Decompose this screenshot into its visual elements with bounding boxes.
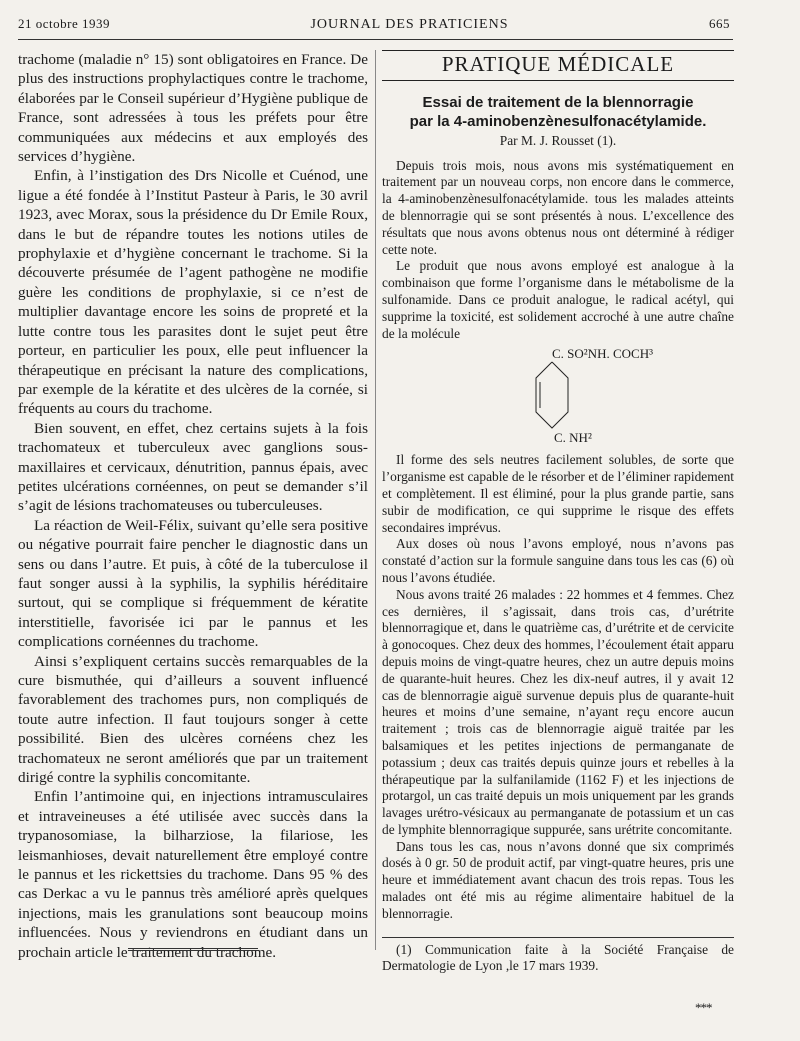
article-title-line-1: Essai de traitement de la blennorragie — [422, 93, 694, 111]
benzene-ring-diagram — [532, 360, 572, 430]
left-paragraph: Enfin, à l’instigation des Drs Nicolle et Cuénod, une ligue a été fondée à l’Institut Pasteur à Paris, le 30 avril 1923, avec Morax, sous la présidence du Dr Emile Roux, dans le but de répandre toutes les notions utiles de prophylaxie et d’hygiène concernant le trachome. Si la découverte présumée de l’agent pathogène ne modifie guère les conditions de prophylaxie, si ce n’est de multiplier davantage encore les soins de propreté et la lutte contre tous les parasites dont le sujet peut être porteur, en particulier les poux, elle peut influencer la thérapeutique en précisant la nature des complications, par exemple de la kératite et des ulcères de la cornée, si fréquents au cours du trachome. — [18, 167, 368, 418]
left-paragraph: La réaction de Weil-Félix, suivant qu’elle sera positive ou négative pourrait faire pencher le diagnostic dans un sens ou dans l’autre. Et puis, à côté de la tuberculose il faut songer aussi à la syphilis, la syphilis héréditaire surtout, qui se complique si fréquemment de kératite interstitielle, favorisée ici par le pannus et les complications cornéennes du trachome. — [18, 516, 368, 651]
page-header — [18, 16, 730, 38]
formula-top-label: C. SO²NH. COCH³ — [552, 346, 653, 362]
footnote: (1) Communication faite à la Société Française de Dermatologie de Lyon ,le 17 mars 1939. — [382, 941, 734, 974]
end-of-article-rule — [128, 948, 258, 951]
article-author: Par M. J. Rousset (1). — [499, 132, 617, 148]
column-divider — [375, 50, 376, 950]
left-paragraph: Enfin l’antimoine qui, en injections intramusculaires et intraveineuses a été utilisée avec succès dans la trypanosomiase, la bilharziose, la filariose, les leismanhioses, devait naturellement être employé contre le pannus et les rickettsies du trachome. Dans 95 % des cas Derkac a vu le pannus très amélioré après quelques injections, mais les granulations sont beaucoup moins influencées. Nous y reviendrons en étudiant dans un prochain article le traitement du trachome. — [18, 788, 368, 961]
header-rule — [18, 39, 733, 40]
article-title-line-2: par la 4-aminobenzènesulfonacétylamide. — [409, 112, 707, 130]
right-paragraph: Nous avons traité 26 malades : 22 hommes et 4 femmes. Chez ces dernières, il s’agissait, dans trois cas, d’urétrite blennorragique et, dans le quatrième cas, d’urétrite et de cervicite à gonocoques. Chez deux des hommes, l’écoulement était apparu depuis moins de vingt-quatre heures, chez un autre depuis moins de quarante-huit heures. Chez les dix-neuf autres, il y avait 12 cas de blennorragie aiguë survenue depuis plus de quarante-huit heures et moins d’une semaine, n’ayant reçu encore aucun traitement ; trois cas de blennorragie aiguë traitée par les balsamiques et les petites injections de permanganate de potassium ; deux cas traités depuis quinze jours et rebelles à la thérapeutique par la sulfanilamide (1162 F) et les injections de protargol, un cas traité depuis un mois uniquement par les grands lavages urétro-vésicaux au permanganate de potassium et un cas de lymphite blennorragique suppurée, sans urétrite concomitante. — [382, 586, 734, 837]
chemical-formula — [382, 346, 734, 446]
right-paragraph: Aux doses où nous l’avons employé, nous n’avons pas constaté d’action sur la formule sanguine dans tous les cas (6) où nous l’avons étudiée. — [382, 536, 734, 585]
issue-date: 21 octobre 1939 — [18, 16, 110, 31]
left-paragraph: Ainsi s’expliquent certains succès remarquables de la cure bismuthée, qui d’ailleurs a souvent influencé favorablement des trachomes purs, non compliqués de toute autre infection. Il faut toujours songer à cette possibilité. Bien des ulcères cornéens chez les trachomateux ne seront améliorés que par un traitement dirigé contre la syphilis concomitante. — [18, 652, 368, 787]
right-paragraph: Il forme des sels neutres facilement solubles, de sorte que l’organisme est capable de le résorber et de l’éliminer rapidement et complètement. Il est éliminé, pour la plus grande partie, sans subir de modification, ce qui supprime le risque des effets secondaires imprévus. — [382, 452, 734, 535]
left-paragraph: Bien souvent, en effet, chez certains sujets à la fois trachomateux et tuberculeux avec ganglions sous-maxillaires et cervicaux, dénutrition, pannus épais, avec petites ulcérations cornéennes, on peut se demander s’il s’agit de lésions trachomateuses ou tuberculeuses. — [18, 419, 368, 515]
footnote-rule — [382, 937, 734, 938]
page-number: 665 — [708, 16, 730, 31]
journal-title: JOURNAL DES PRATICIENS — [310, 17, 509, 32]
section-title: PRATIQUE MÉDICALE — [382, 50, 734, 81]
left-paragraph: trachome (maladie n° 15) sont obligatoires en France. De plus des instructions prophylactiques contre le trachome, élaborées par le Conseil supérieur d’Hygiène publique de France, sont adressées à tous les préfets pour être communiquées aux médecins et aux employés des services d’hygiène. — [18, 51, 368, 166]
right-paragraph: Depuis trois mois, nous avons mis systématiquement en traitement par un nouveau corps, non encore dans le commerce, la 4-aminobenzènesulfonacétylamide. tous les malades atteints de blennorragie qui se sont présentés à nous. L’excellence des résultats que nous avons obtenus nous ont déterminé à rédiger cette note. — [382, 157, 734, 257]
formula-bottom-label: C. NH² — [554, 430, 592, 446]
ornament: *** — [695, 1000, 712, 1015]
right-paragraph: Le produit que nous avons employé est analogue à la combinaison que forme l’organisme dans le métabolisme de la sulfonamide. Dans ce produit analogue, le radical acétyl, qui supprime la toxicité, est solidement accroché à une autre chaîne de la molécule — [382, 258, 734, 341]
right-paragraph: Dans tous les cas, nous n’avons donné que six comprimés dosés à 0 gr. 50 de produit actif, par vingt-quatre heures, pris une heure et immédiatement avant chacun des trois repas. Tous les malades ont été mis au régime alimentaire habituel de la blennorragie. — [382, 838, 734, 921]
right-column — [382, 50, 734, 975]
left-column — [18, 50, 368, 962]
